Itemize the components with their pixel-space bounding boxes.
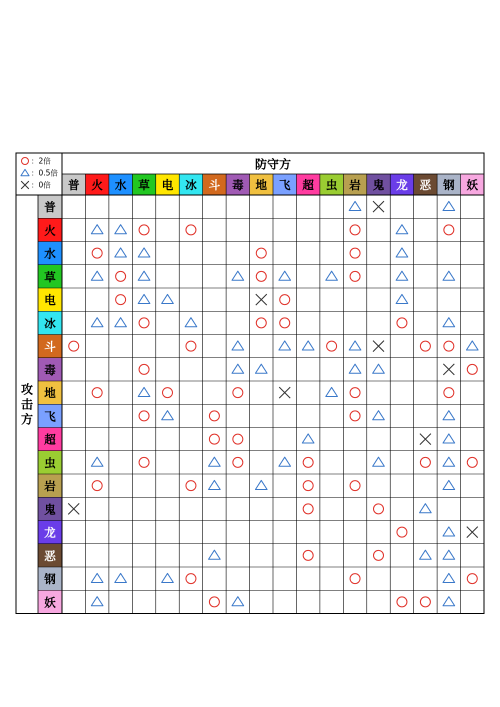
double-damage-mark — [233, 434, 243, 444]
attacker-type-label: 电 — [44, 293, 56, 308]
no-damage-mark — [467, 527, 478, 538]
half-damage-mark — [255, 364, 267, 373]
half-damage-mark — [443, 411, 455, 420]
half-damage-mark — [232, 341, 244, 350]
attacker-title-char: 击 — [20, 397, 34, 412]
double-damage-mark — [92, 388, 102, 398]
attacker-type-label: 龙 — [44, 525, 56, 540]
half-damage-mark — [349, 341, 361, 350]
attacker-type-label: 鬼 — [44, 502, 56, 517]
double-damage-mark — [303, 504, 313, 514]
defender-type-label: 水 — [114, 178, 127, 192]
double-damage-mark — [467, 574, 477, 584]
no-damage-mark — [256, 294, 267, 305]
half-damage-mark — [115, 318, 127, 327]
half-damage-mark — [420, 550, 432, 559]
defender-type-label: 草 — [138, 178, 150, 192]
half-damage-mark — [255, 480, 267, 489]
half-damage-mark — [91, 318, 103, 327]
half-damage-mark — [138, 294, 150, 303]
half-damage-mark — [279, 271, 291, 280]
half-damage-mark — [466, 341, 478, 350]
half-damage-mark — [373, 457, 385, 466]
attacker-type-label: 普 — [44, 200, 56, 215]
half-damage-mark — [302, 341, 314, 350]
half-damage-mark — [396, 294, 408, 303]
half-damage-mark — [162, 294, 174, 303]
attacker-type-label: 水 — [44, 246, 56, 261]
half-damage-mark — [138, 387, 150, 396]
half-damage-mark — [138, 271, 150, 280]
double-damage-mark — [139, 411, 149, 421]
double-damage-mark — [444, 388, 454, 398]
half-damage-mark — [443, 527, 455, 536]
half-damage-mark — [232, 271, 244, 280]
half-damage-mark — [115, 225, 127, 234]
double-damage-mark — [303, 481, 313, 491]
half-damage-mark — [91, 597, 103, 606]
defender-type-label: 虫 — [325, 178, 338, 192]
attacker-title-char: 攻 — [20, 382, 34, 397]
half-damage-mark — [443, 550, 455, 559]
no-damage-mark — [373, 341, 384, 352]
half-damage-mark — [326, 387, 338, 396]
double-damage-mark — [233, 457, 243, 467]
half-damage-mark — [373, 364, 385, 373]
double-damage-mark — [303, 457, 313, 467]
half-damage-mark — [232, 364, 244, 373]
half-damage-mark — [91, 225, 103, 234]
double-damage-mark — [209, 411, 219, 421]
double-damage-mark — [116, 295, 126, 305]
half-damage-mark — [443, 573, 455, 582]
no-damage-mark — [68, 503, 79, 514]
half-damage-mark — [396, 225, 408, 234]
no-damage-mark — [373, 201, 384, 212]
half-damage-mark — [115, 573, 127, 582]
attacker-type-label: 草 — [44, 269, 56, 284]
half-damage-mark — [349, 201, 361, 210]
defender-type-label: 超 — [302, 178, 314, 192]
double-damage-mark — [139, 225, 149, 235]
double-damage-mark — [186, 574, 196, 584]
half-damage-mark — [396, 271, 408, 280]
half-damage-mark — [443, 318, 455, 327]
defender-type-label: 龙 — [396, 178, 408, 192]
double-damage-mark — [92, 481, 102, 491]
double-damage-mark — [116, 271, 126, 281]
attacker-type-label: 毒 — [44, 362, 56, 377]
half-damage-mark — [373, 411, 385, 420]
double-damage-mark — [280, 318, 290, 328]
double-damage-mark — [327, 341, 337, 351]
double-damage-mark — [397, 597, 407, 607]
attacker-type-label: 妖 — [44, 595, 56, 610]
half-damage-mark — [162, 411, 174, 420]
double-damage-mark — [139, 364, 149, 374]
double-damage-mark — [186, 481, 196, 491]
double-damage-mark — [256, 271, 266, 281]
double-damage-mark — [420, 457, 430, 467]
double-damage-mark — [420, 341, 430, 351]
half-damage-mark — [443, 434, 455, 443]
half-damage-mark — [443, 201, 455, 210]
double-damage-mark — [374, 504, 384, 514]
half-damage-mark — [443, 457, 455, 466]
attacker-type-label: 岩 — [44, 479, 56, 494]
defender-type-label: 岩 — [349, 178, 361, 192]
defender-type-label: 冰 — [185, 178, 197, 192]
double-damage-mark — [444, 225, 454, 235]
defender-type-label: 钢 — [443, 178, 455, 192]
attacker-type-label: 冰 — [44, 316, 56, 331]
half-damage-mark — [91, 457, 103, 466]
half-damage-mark — [443, 271, 455, 280]
attacker-type-label: 地 — [44, 386, 56, 401]
legend-label: ：0.5倍 — [31, 168, 58, 178]
half-damage-mark — [185, 318, 197, 327]
double-damage-mark — [350, 411, 360, 421]
defender-type-label: 电 — [161, 178, 174, 192]
half-damage-mark — [443, 480, 455, 489]
half-damage-mark — [349, 364, 361, 373]
double-damage-mark — [209, 434, 219, 444]
double-damage-mark — [92, 248, 102, 258]
double-damage-mark — [350, 225, 360, 235]
half-damage-mark — [91, 271, 103, 280]
double-damage-mark — [233, 388, 243, 398]
double-damage-mark — [256, 248, 266, 258]
half-damage-mark — [279, 457, 291, 466]
double-damage-mark — [467, 457, 477, 467]
half-damage-mark — [91, 573, 103, 582]
defender-title: 防守方 — [254, 157, 292, 172]
no-damage-mark — [420, 434, 431, 445]
half-damage-mark — [302, 434, 314, 443]
attacker-type-label: 火 — [44, 223, 56, 238]
half-damage-mark — [162, 573, 174, 582]
no-damage-mark — [279, 387, 290, 398]
half-damage-mark — [443, 597, 455, 606]
half-damage-mark — [209, 480, 221, 489]
legend-cross-icon — [21, 181, 29, 189]
defender-type-label: 恶 — [419, 178, 432, 192]
attacker-type-label: 虫 — [44, 455, 56, 470]
half-damage-mark — [232, 597, 244, 606]
double-damage-mark — [256, 318, 266, 328]
double-damage-mark — [467, 364, 477, 374]
defender-type-label: 妖 — [466, 178, 479, 192]
half-damage-mark — [326, 271, 338, 280]
attacker-type-label: 飞 — [44, 409, 56, 424]
double-damage-mark — [350, 388, 360, 398]
double-damage-mark — [139, 457, 149, 467]
double-damage-mark — [397, 318, 407, 328]
half-damage-mark — [138, 248, 150, 257]
attacker-title-char: 方 — [20, 412, 34, 427]
double-damage-mark — [186, 341, 196, 351]
double-damage-mark — [374, 550, 384, 560]
double-damage-mark — [139, 318, 149, 328]
half-damage-mark — [279, 341, 291, 350]
legend-triangle-icon — [21, 169, 29, 175]
double-damage-mark — [303, 550, 313, 560]
double-damage-mark — [163, 388, 173, 398]
legend-circle-icon — [22, 158, 29, 165]
no-damage-mark — [443, 364, 454, 375]
half-damage-mark — [396, 248, 408, 257]
half-damage-mark — [420, 504, 432, 513]
defender-type-label: 地 — [255, 178, 268, 192]
double-damage-mark — [350, 271, 360, 281]
legend-label: ：0倍 — [31, 180, 51, 190]
double-damage-mark — [350, 574, 360, 584]
double-damage-mark — [444, 341, 454, 351]
double-damage-mark — [280, 295, 290, 305]
double-damage-mark — [209, 597, 219, 607]
half-damage-mark — [209, 457, 221, 466]
defender-type-label: 斗 — [208, 178, 221, 192]
double-damage-mark — [397, 527, 407, 537]
double-damage-mark — [69, 341, 79, 351]
double-damage-mark — [420, 597, 430, 607]
defender-type-label: 火 — [91, 178, 103, 192]
double-damage-mark — [186, 225, 196, 235]
defender-type-label: 毒 — [232, 178, 244, 192]
attacker-type-label: 超 — [44, 432, 56, 447]
attacker-type-label: 斗 — [44, 339, 56, 354]
double-damage-mark — [350, 481, 360, 491]
half-damage-mark — [209, 550, 221, 559]
defender-type-label: 飞 — [278, 178, 291, 192]
double-damage-mark — [350, 248, 360, 258]
attacker-type-label: 恶 — [44, 548, 56, 563]
half-damage-mark — [115, 248, 127, 257]
legend-label: ：2倍 — [31, 156, 51, 166]
defender-type-label: 普 — [67, 178, 80, 192]
defender-type-label: 鬼 — [372, 178, 385, 192]
attacker-type-label: 钢 — [44, 572, 56, 587]
